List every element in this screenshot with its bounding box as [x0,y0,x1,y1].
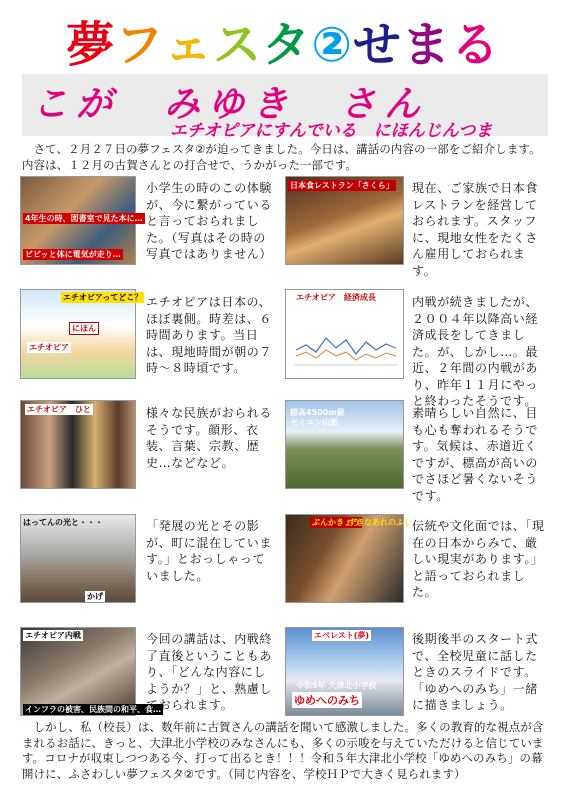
photo-caption: エチオピア [29,343,69,352]
childhood-photo [20,176,143,265]
title-char: せ [352,17,402,73]
photo-caption: エチオピア内戦 [25,631,81,640]
nature-photo [285,400,404,489]
closing-paragraph: しかし、私（校長）は、数年前に古賀さんの講話を聞いて感激しました。多くの教育的な視点が含まれるお話に、きっと、大津北小学校のみなさんにも、多くの示唆を与えていただけると信じています。コロナが収束しつつある今、打って出るとき！！！令和５年大津北小学校「ゆめへのみち」の幕開けに、ふさわしい夢フェスタ②です。（同じ内容を、学校ＨＰで大きく見られます） [22,720,544,781]
item-text: 「発展の光とその影が、町に混在しています。」とおっしゃっていました。 [146,519,273,583]
everest-photo [285,627,404,716]
economy-line-graphic [286,290,403,378]
photo-caption: ビビッと体に電気が走り… [25,250,121,259]
photo-caption: インフラの被害、民族間の和平、食… [25,705,161,714]
item-text: 様々な民族がおられるそうです。顔形、衣装、言葉、宗教、歴史…などなど。 [146,406,273,470]
item-text: 後期後半のスタート式で、全校児童に話したときのスライドです。「ゆめへのみち」一緒に描きましょう。 [412,632,539,712]
guest-subtitle: エチオピアにすんでいる にほんじんつま [170,121,493,141]
photo-caption: エベレスト(夢) [314,631,370,640]
culture-photo [285,514,412,603]
title-char: ェ [164,17,214,73]
war-photo [20,627,161,716]
photo-caption: ぶんかきょう [312,518,360,527]
intro-paragraph: さて、２月２７日の夢フェスタ②が迫ってきました。今日は、講話の内容の一部をご紹介します。内容は、１２月の古賀さんとの打合せで、うかがった一部です。 [22,142,541,172]
guest-name: こが みゆき さん [32,84,429,125]
item-text: 素晴らしい自然に、目も心も奪われるそうです。気候は、赤道近くですが、標高が高いのでさほど暑くないそうです。 [412,406,539,503]
title-char: タ [262,17,312,73]
world-map-photo [20,289,143,379]
photo-caption: エチオピア ひと [27,405,91,414]
photo-caption: 標高4500m級 [290,408,345,417]
item-text: 小学生の時のこの体験が、今に繋がっていると言っておられました。（写真はその時の写真ではありません） [146,181,273,261]
photo-caption: はってんの光と・・・ [23,518,103,527]
photo-caption: エチオピア 経済成長 [296,293,376,302]
economy-chart [285,289,404,379]
page-title [0,14,566,76]
photo-caption: エチオピアってどこ？ [63,293,143,302]
photo-caption: にほん [69,322,99,335]
photo-caption: 日本食レストラン「さくら」 [290,181,394,190]
title-char: フ [115,17,165,73]
photo-caption: ゆめへのみち [294,694,360,707]
people-photo [20,400,136,489]
item-text: 現在、ご家族で日本食レストランを経営しておられます。スタッフに、現地女性をたくさん雇用しておられます。 [412,181,539,278]
photo-caption: 令和5年 大津北小学校 [296,681,377,690]
item-text: 内戦が続きましたが、２００４年以降高い経済成長をしてきました。が、しかし…。最近、２年間の内戦があり、昨年１１月にやっと終わったそうです。 [412,295,539,408]
item-text: 伝統や文化面では、「現在の日本からみて、厳しい現実があります。」と語っておられました。 [412,519,545,599]
title-char: ま [401,17,451,73]
photo-caption: かげ [87,592,103,601]
photo-caption: すきなあれのふし [348,518,412,527]
photo-caption: セミエン山脈 [290,418,338,427]
item-text: 今回の講話は、内戦終了直後ということもあり、「どんな内容にしようか？」と、熟慮しておられます。 [146,632,273,712]
title-char: 夢 [66,17,116,73]
item-text: エチオピアは日本の、ほぼ裏側。時差は、６時間あります。当日は、現地時間が朝の７時～８時頃です。 [146,295,273,375]
title-char: る [450,17,500,73]
city-photo [20,514,136,603]
restaurant-photo [285,176,404,265]
title-char: ス [213,17,263,73]
title-char: ② [311,17,353,73]
photo-caption: 4年生の時、図書室で見た本に… [25,214,143,223]
